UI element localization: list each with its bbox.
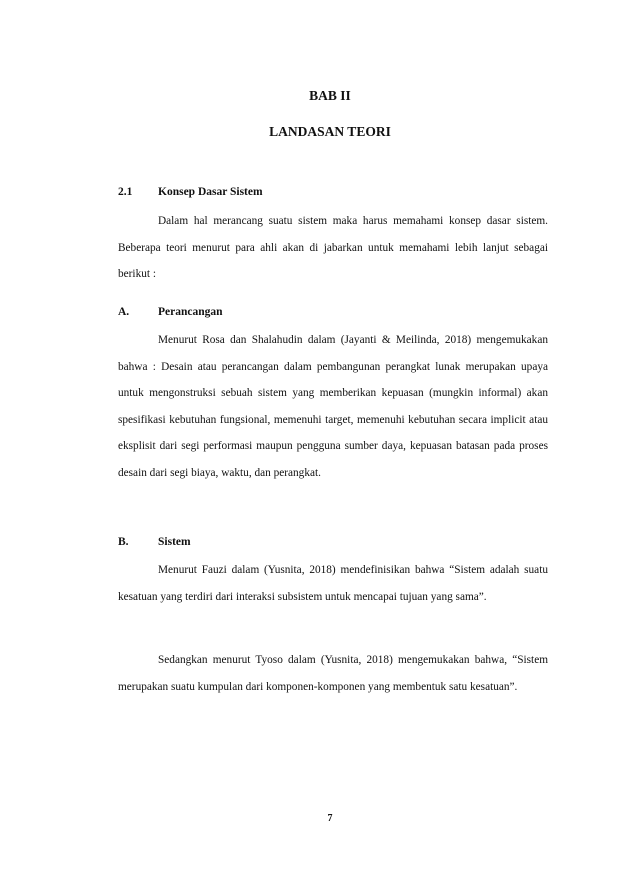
paragraph-text: Menurut Rosa dan Shalahudin dalam (Jayanti & Meilinda, 2018) mengemukakan bahwa : Desain atau perancangan dalam pembangunan perangkat lunak merupakan upaya untuk mengonstruksi sebuah sistem yang memberikan kepuasan (mungkin informal) akan spesifikasi kebutuhan fungsional, memenuhi target, memenuhi kebutuhan secara implicit atau eksplisit dari segi performasi maupun pengguna sumber daya, kepuasan batasan pada proses desain dari segi biaya, waktu, dan perangkat. xyxy=(118,334,548,479)
paragraph-text: Sedangkan menurut Tyoso dalam (Yusnita, 2018) mengemukakan bahwa, “Sistem merupakan suatu kumpulan dari komponen-komponen yang membentuk satu kesatuan”. xyxy=(118,654,548,693)
section-paragraph-a xyxy=(118,327,548,486)
section-heading-a xyxy=(118,306,223,318)
page-number: 7 xyxy=(327,813,333,824)
paragraph-text: Dalam hal merancang suatu sistem maka harus memahami konsep dasar sistem. Beberapa teori menurut para ahli akan di jabarkan untuk memahami lebih lanjut sebagai berikut : xyxy=(118,215,548,280)
section-number: B. xyxy=(118,536,129,548)
section-heading-b xyxy=(118,536,191,548)
chapter-title: LANDASAN TEORI xyxy=(269,124,391,139)
chapter-label: BAB II xyxy=(309,88,351,103)
section-paragraph-b-2 xyxy=(118,647,548,700)
section-paragraph-2-1 xyxy=(118,208,548,288)
section-number: 2.1 xyxy=(118,186,133,198)
section-paragraph-b xyxy=(118,557,548,610)
section-number: A. xyxy=(118,306,130,318)
section-title: Perancangan xyxy=(158,306,223,318)
section-heading-2-1 xyxy=(118,186,263,198)
section-title: Sistem xyxy=(158,536,191,548)
section-title: Konsep Dasar Sistem xyxy=(158,186,263,198)
paragraph-text: Menurut Fauzi dalam (Yusnita, 2018) mendefinisikan bahwa “Sistem adalah suatu kesatuan yang terdiri dari interaksi subsistem untuk mencapai tujuan yang sama”. xyxy=(118,564,548,603)
